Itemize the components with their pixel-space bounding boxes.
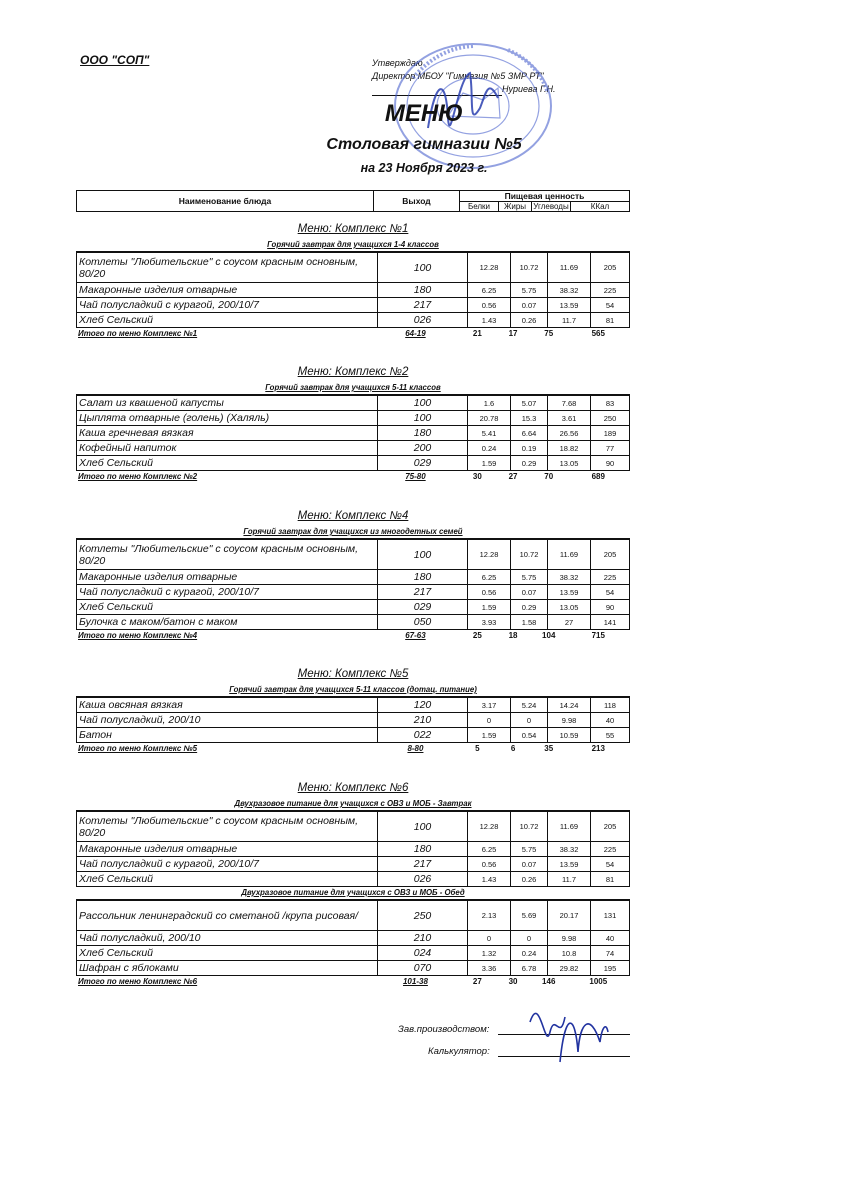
dish-name: Чай полусладкий, 200/10: [77, 931, 378, 946]
total-carbs: 104: [542, 631, 556, 640]
dish-kcal: 40: [591, 713, 630, 728]
dish-output: 180: [378, 842, 468, 857]
total-kcal: 565: [591, 329, 605, 338]
total-output: 101-38: [402, 977, 428, 986]
total-fat: 30: [508, 977, 518, 986]
menu-total-row: [76, 976, 630, 987]
dish-output: 210: [378, 713, 468, 728]
dish-protein: 6.25: [468, 283, 511, 298]
dish-carbs: 29.82: [548, 961, 591, 976]
dish-fat: 6.64: [511, 426, 548, 441]
dish-name: Хлеб Сельский: [77, 313, 378, 328]
dish-fat: 0.26: [511, 313, 548, 328]
header-carbs: Углеводы: [533, 202, 569, 211]
handwritten-signature-icon: [520, 992, 610, 1072]
dish-output: 100: [378, 411, 468, 426]
dish-row: [77, 872, 630, 887]
dish-row: [77, 600, 630, 615]
dish-kcal: 81: [591, 313, 630, 328]
dish-name: Каша овсяная вязкая: [77, 698, 378, 713]
dish-kcal: 54: [591, 857, 630, 872]
dish-fat: 0.19: [511, 441, 548, 456]
dish-carbs: 13.59: [548, 857, 591, 872]
dish-kcal: 189: [591, 426, 630, 441]
menu-total-row: [76, 471, 630, 482]
header-fat: Жиры: [499, 202, 532, 212]
total-kcal: 213: [591, 744, 605, 753]
dish-carbs: 27: [548, 615, 591, 630]
dish-name: Чай полусладкий с курагой, 200/10/7: [77, 857, 378, 872]
dish-carbs: 11.69: [548, 812, 591, 842]
section-subtitle: Горячий завтрак для учащихся из многодетных семей: [76, 526, 630, 539]
dish-protein: 1.59: [468, 600, 511, 615]
dish-output: 029: [378, 456, 468, 471]
dish-row: [77, 313, 630, 328]
dish-protein: 1.59: [468, 728, 511, 743]
dish-protein: 12.28: [468, 812, 511, 842]
dish-fat: 0: [511, 931, 548, 946]
dish-carbs: 7.68: [548, 396, 591, 411]
dish-name: Салат из квашеной капусты: [77, 396, 378, 411]
dish-carbs: 38.32: [548, 283, 591, 298]
dish-row: [77, 570, 630, 585]
dish-carbs: 10.8: [548, 946, 591, 961]
total-kcal: 715: [591, 631, 605, 640]
dish-protein: 6.25: [468, 570, 511, 585]
dish-table: [76, 811, 630, 887]
dish-output: 029: [378, 600, 468, 615]
dish-row: [77, 456, 630, 471]
dish-kcal: 40: [591, 931, 630, 946]
dish-carbs: 18.82: [548, 441, 591, 456]
total-carbs: 146: [542, 977, 556, 986]
dish-protein: 1.59: [468, 456, 511, 471]
dish-name: Котлеты "Любительские" с соусом красным основным, 80/20: [77, 540, 378, 570]
total-label: Итого по меню Комплекс №2: [78, 472, 198, 481]
dish-protein: 0.56: [468, 857, 511, 872]
dish-row: [77, 901, 630, 931]
dish-carbs: 38.32: [548, 570, 591, 585]
header-output: Выход: [374, 191, 460, 212]
dish-protein: 12.28: [468, 253, 511, 283]
dish-fat: 6.78: [511, 961, 548, 976]
total-label: Итого по меню Комплекс №6: [78, 977, 198, 986]
menu-total-row: [76, 328, 630, 339]
dish-table: [76, 252, 630, 328]
dish-protein: 6.25: [468, 842, 511, 857]
total-fat: 17: [508, 329, 518, 338]
dish-row: [77, 540, 630, 570]
dish-name: Чай полусладкий с курагой, 200/10/7: [77, 298, 378, 313]
dish-name: Чай полусладкий с курагой, 200/10/7: [77, 585, 378, 600]
dish-name: Хлеб Сельский: [77, 456, 378, 471]
dish-protein: 0: [468, 931, 511, 946]
total-protein: 30: [472, 472, 482, 481]
dish-kcal: 131: [591, 901, 630, 931]
dish-output: 050: [378, 615, 468, 630]
dish-output: 100: [378, 253, 468, 283]
approval-line-1: Утверждаю: [372, 58, 423, 68]
dish-row: [77, 396, 630, 411]
dish-output: 180: [378, 283, 468, 298]
dish-protein: 12.28: [468, 540, 511, 570]
dish-output: 024: [378, 946, 468, 961]
dish-row: [77, 728, 630, 743]
total-protein: 5: [475, 744, 480, 753]
dish-output: 210: [378, 931, 468, 946]
dish-fat: 0.54: [511, 728, 548, 743]
menu-title: Меню: Комплекс №6: [297, 782, 409, 794]
dish-fat: 0.07: [511, 585, 548, 600]
dish-kcal: 205: [591, 540, 630, 570]
dish-carbs: 11.7: [548, 872, 591, 887]
dish-kcal: 54: [591, 298, 630, 313]
dish-kcal: 90: [591, 600, 630, 615]
dish-carbs: 11.69: [548, 540, 591, 570]
total-output: 67-63: [405, 631, 426, 640]
dish-row: [77, 842, 630, 857]
dish-name: Шафран с яблоками: [77, 961, 378, 976]
dish-kcal: 54: [591, 585, 630, 600]
dish-row: [77, 961, 630, 976]
menu-block: [76, 782, 630, 987]
dish-protein: 1.43: [468, 313, 511, 328]
dish-row: [77, 946, 630, 961]
total-fat: 18: [508, 631, 518, 640]
header-protein: Белки: [460, 202, 499, 212]
dish-row: [77, 426, 630, 441]
organization-name: ООО "СОП": [80, 53, 150, 67]
dish-carbs: 13.59: [548, 585, 591, 600]
total-protein: 21: [472, 329, 482, 338]
dish-fat: 5.75: [511, 283, 548, 298]
dish-row: [77, 698, 630, 713]
header-kcal: ККал: [571, 202, 630, 212]
menu-block: [76, 668, 630, 754]
dish-protein: 1.6: [468, 396, 511, 411]
dish-name: Чай полусладкий, 200/10: [77, 713, 378, 728]
dish-carbs: 26.56: [548, 426, 591, 441]
dish-fat: 10.72: [511, 253, 548, 283]
dish-name: Каша гречневая вязкая: [77, 426, 378, 441]
dish-table: [76, 395, 630, 471]
dish-name: Хлеб Сельский: [77, 872, 378, 887]
total-carbs: 75: [544, 329, 554, 338]
page-subtitle: Столовая гимназии №5: [326, 136, 522, 153]
dish-fat: 0.29: [511, 600, 548, 615]
dish-output: 217: [378, 857, 468, 872]
total-protein: 25: [472, 631, 482, 640]
dish-protein: 5.41: [468, 426, 511, 441]
dish-row: [77, 298, 630, 313]
production-manager-label: Зав.производством:: [398, 1024, 490, 1035]
dish-output: 217: [378, 585, 468, 600]
dish-fat: 1.58: [511, 615, 548, 630]
dish-carbs: 13.05: [548, 456, 591, 471]
dish-name: Макаронные изделия отварные: [77, 842, 378, 857]
approval-line-3: Нуриева Г.Н.: [502, 84, 556, 94]
dish-fat: 10.72: [511, 540, 548, 570]
dish-protein: 2.13: [468, 901, 511, 931]
total-label: Итого по меню Комплекс №4: [78, 631, 198, 640]
dish-carbs: 14.24: [548, 698, 591, 713]
dish-table: [76, 697, 630, 743]
total-fat: 6: [510, 744, 516, 753]
dish-name: Кофейный напиток: [77, 441, 378, 456]
total-output: 75-80: [405, 472, 426, 481]
dish-carbs: 9.98: [548, 713, 591, 728]
dish-fat: 5.69: [511, 901, 548, 931]
dish-carbs: 11.69: [548, 253, 591, 283]
dish-fat: 0.26: [511, 872, 548, 887]
dish-fat: 0.29: [511, 456, 548, 471]
dish-name: Рассольник ленинградский со сметаной /крупа рисовая/: [77, 901, 378, 931]
section-subtitle: Горячий завтрак для учащихся 1-4 классов: [76, 239, 630, 252]
menu-date: на 23 Ноября 2023 г.: [360, 161, 488, 175]
approval-line-2: Директор МБОУ "Гимназия №5 ЗМР РТ": [372, 71, 544, 81]
dish-carbs: 9.98: [548, 931, 591, 946]
menu-title: Меню: Комплекс №2: [297, 366, 409, 378]
menu-block: [76, 223, 630, 339]
total-label: Итого по меню Комплекс №1: [78, 329, 198, 338]
dish-name: Батон: [77, 728, 378, 743]
menu-block: [76, 366, 630, 482]
dish-kcal: 225: [591, 842, 630, 857]
dish-output: 026: [378, 313, 468, 328]
dish-protein: 0.24: [468, 441, 511, 456]
dish-fat: 10.72: [511, 812, 548, 842]
dish-protein: 3.36: [468, 961, 511, 976]
dish-output: 100: [378, 396, 468, 411]
header-name: Наименование блюда: [77, 191, 374, 212]
section-subtitle: Двухразовое питание для учащихся с ОВЗ и МОБ - Завтрак: [76, 798, 630, 811]
section-subtitle: Горячий завтрак для учащихся 5-11 классов: [76, 382, 630, 395]
dish-row: [77, 253, 630, 283]
dish-table: [76, 539, 630, 630]
dish-kcal: 250: [591, 411, 630, 426]
dish-fat: 5.24: [511, 698, 548, 713]
dish-name: Хлеб Сельский: [77, 946, 378, 961]
calculator-label: Калькулятор:: [428, 1046, 490, 1057]
column-header: [76, 190, 630, 212]
dish-protein: 20.78: [468, 411, 511, 426]
dish-kcal: 225: [591, 283, 630, 298]
menu-title: Меню: Комплекс №1: [297, 223, 409, 235]
dish-row: [77, 411, 630, 426]
dish-output: 180: [378, 426, 468, 441]
total-output: 8-80: [407, 744, 424, 753]
dish-carbs: 13.59: [548, 298, 591, 313]
dish-carbs: 13.05: [548, 600, 591, 615]
total-protein: 27: [472, 977, 482, 986]
dish-kcal: 83: [591, 396, 630, 411]
dish-fat: 0.07: [511, 298, 548, 313]
dish-table: [76, 900, 630, 976]
dish-row: [77, 615, 630, 630]
dish-protein: 0: [468, 713, 511, 728]
dish-kcal: 195: [591, 961, 630, 976]
dish-kcal: 141: [591, 615, 630, 630]
section-subtitle: Горячий завтрак для учащихся 5-11 классов (дотац. питание): [76, 684, 630, 697]
dish-kcal: 205: [591, 812, 630, 842]
dish-name: Цыплята отварные (голень) (Халяль): [77, 411, 378, 426]
dish-protein: 0.56: [468, 298, 511, 313]
dish-name: Булочка с маком/батон с маком: [77, 615, 378, 630]
dish-kcal: 74: [591, 946, 630, 961]
dish-row: [77, 857, 630, 872]
dish-name: Макаронные изделия отварные: [77, 283, 378, 298]
menu-total-row: [76, 630, 630, 641]
dish-name: Хлеб Сельский: [77, 600, 378, 615]
dish-fat: 5.07: [511, 396, 548, 411]
menu-title: Меню: Комплекс №4: [297, 510, 409, 522]
menu-title: Меню: Комплекс №5: [297, 668, 409, 680]
dish-name: Котлеты "Любительские" с соусом красным основным, 80/20: [77, 812, 378, 842]
dish-output: 217: [378, 298, 468, 313]
dish-output: 026: [378, 872, 468, 887]
dish-fat: 5.75: [511, 842, 548, 857]
total-carbs: 70: [544, 472, 554, 481]
menu-total-row: [76, 743, 630, 754]
dish-row: [77, 585, 630, 600]
dish-row: [77, 441, 630, 456]
dish-output: 200: [378, 441, 468, 456]
dish-row: [77, 713, 630, 728]
total-kcal: 1005: [589, 977, 608, 986]
dish-fat: 15.3: [511, 411, 548, 426]
menu-block: [76, 510, 630, 641]
dish-carbs: 20.17: [548, 901, 591, 931]
dish-kcal: 205: [591, 253, 630, 283]
dish-row: [77, 931, 630, 946]
dish-protein: 1.32: [468, 946, 511, 961]
dish-output: 070: [378, 961, 468, 976]
dish-output: 250: [378, 901, 468, 931]
dish-kcal: 55: [591, 728, 630, 743]
dish-carbs: 3.61: [548, 411, 591, 426]
dish-fat: 5.75: [511, 570, 548, 585]
total-fat: 27: [508, 472, 518, 481]
dish-protein: 0.56: [468, 585, 511, 600]
dish-fat: 0.07: [511, 857, 548, 872]
dish-output: 100: [378, 812, 468, 842]
dish-kcal: 81: [591, 872, 630, 887]
dish-fat: 0: [511, 713, 548, 728]
page-title: МЕНЮ: [384, 100, 464, 127]
dish-output: 100: [378, 540, 468, 570]
dish-row: [77, 283, 630, 298]
total-label: Итого по меню Комплекс №5: [78, 744, 198, 753]
dish-kcal: 225: [591, 570, 630, 585]
header-nutrition: Пищевая ценность: [460, 191, 630, 202]
dish-carbs: 11.7: [548, 313, 591, 328]
dish-fat: 0.24: [511, 946, 548, 961]
dish-output: 022: [378, 728, 468, 743]
dish-protein: 3.93: [468, 615, 511, 630]
dish-row: [77, 812, 630, 842]
total-kcal: 689: [591, 472, 605, 481]
dish-carbs: 38.32: [548, 842, 591, 857]
dish-kcal: 77: [591, 441, 630, 456]
dish-output: 180: [378, 570, 468, 585]
total-carbs: 35: [544, 744, 554, 753]
dish-output: 120: [378, 698, 468, 713]
dish-protein: 1.43: [468, 872, 511, 887]
dish-protein: 3.17: [468, 698, 511, 713]
dish-name: Макаронные изделия отварные: [77, 570, 378, 585]
dish-name: Котлеты "Любительские" с соусом красным основным, 80/20: [77, 253, 378, 283]
dish-kcal: 90: [591, 456, 630, 471]
dish-carbs: 10.59: [548, 728, 591, 743]
total-output: 64-19: [405, 329, 426, 338]
dish-kcal: 118: [591, 698, 630, 713]
section-subtitle: Двухразовое питание для учащихся с ОВЗ и МОБ - Обед: [76, 887, 630, 900]
